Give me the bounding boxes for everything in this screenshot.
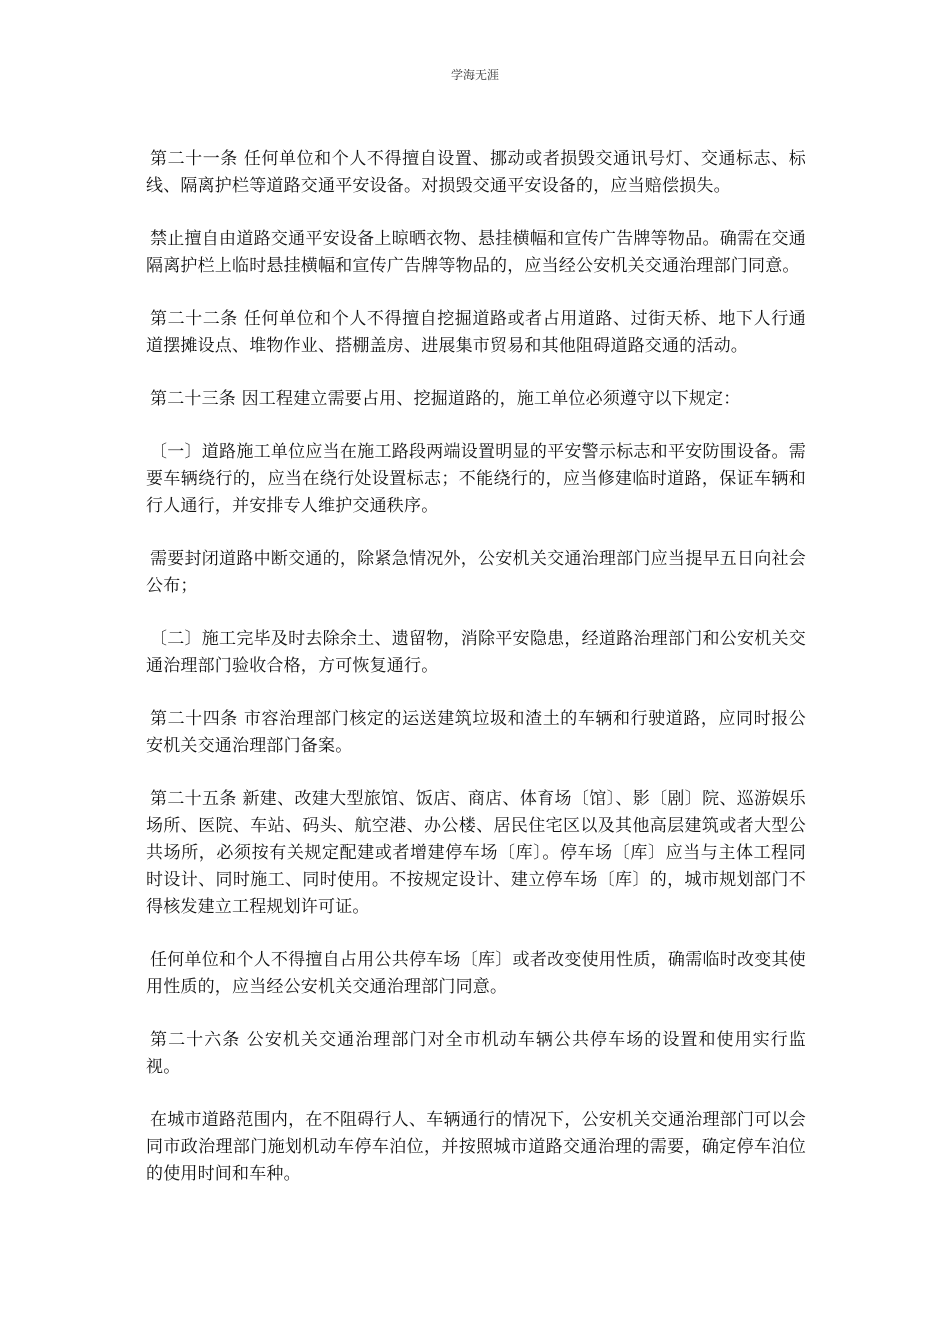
paragraph-article-25-clause-2: 任何单位和个人不得擅自占用公共停车场〔库〕或者改变使用性质，确需临时改变其使用性质的，应当经公安机关交通治理部门同意。 (146, 950, 806, 997)
paragraph-article-21: 第二十一条 任何单位和个人不得擅自设置、挪动或者损毁交通讯号灯、交通标志、标线、隔离护栏等道路交通平安设备。对损毁交通平安设备的，应当赔偿损失。 (146, 149, 806, 196)
paragraph-article-26-clause-2: 在城市道路范围内，在不阻碍行人、车辆通行的情况下，公安机关交通治理部门可以会同市政治理部门施划机动车停车泊位，并按照城市道路交通治理的需要，确定停车泊位的使用时间和车种。 (146, 1110, 806, 1184)
paragraph-article-26: 第二十六条 公安机关交通治理部门对全市机动车辆公共停车场的设置和使用实行监视。 (146, 1030, 806, 1077)
paragraph-article-23-item-1: 〔一〕道路施工单位应当在施工路段两端设置明显的平安警示标志和平安防围设备。需要车辆绕行的，应当在绕行处设置标志；不能绕行的，应当修建临时道路，保证车辆和行人通行，并安排专人维护交通秩序。 (146, 442, 806, 516)
paragraph-article-23-item-1-note: 需要封闭道路中断交通的，除紧急情况外，公安机关交通治理部门应当提早五日向社会公布； (146, 549, 806, 596)
paragraph-article-22: 第二十二条 任何单位和个人不得擅自挖掘道路或者占用道路、过街天桥、地下人行通道摆摊设点、堆物作业、搭棚盖房、进展集市贸易和其他阻碍道路交通的活动。 (146, 309, 806, 356)
document-body (146, 146, 806, 1214)
paragraph-article-23: 第二十三条 因工程建立需要占用、挖掘道路的，施工单位必须遵守以下规定： (150, 389, 741, 409)
page-header: 学海无涯 (450, 68, 499, 82)
paragraph-article-23-item-2: 〔二〕施工完毕及时去除余土、遗留物，消除平安隐患，经道路治理部门和公安机关交通治理部门验收合格，方可恢复通行。 (146, 629, 806, 676)
paragraph-article-21-clause-2: 禁止擅自由道路交通平安设备上晾晒衣物、悬挂横幅和宣传广告牌等物品。确需在交通隔离护栏上临时悬挂横幅和宣传广告牌等物品的，应当经公安机关交通治理部门同意。 (146, 229, 806, 276)
paragraph-article-25: 第二十五条 新建、改建大型旅馆、饭店、商店、体育场〔馆〕、影〔剧〕院、巡游娱乐场所、医院、车站、码头、航空港、办公楼、居民住宅区以及其他高层建筑或者大型公共场所，必须按有关规定配建或者增建停车场〔库〕。停车场〔库〕应当与主体工程同时设计、同时施工、同时使用。不按规定设计、建立停车场〔库〕的，城市规划部门不得核发建立工程规划许可证。 (146, 789, 806, 917)
paragraph-article-24: 第二十四条 市容治理部门核定的运送建筑垃圾和渣土的车辆和行驶道路，应同时报公安机关交通治理部门备案。 (146, 709, 806, 756)
